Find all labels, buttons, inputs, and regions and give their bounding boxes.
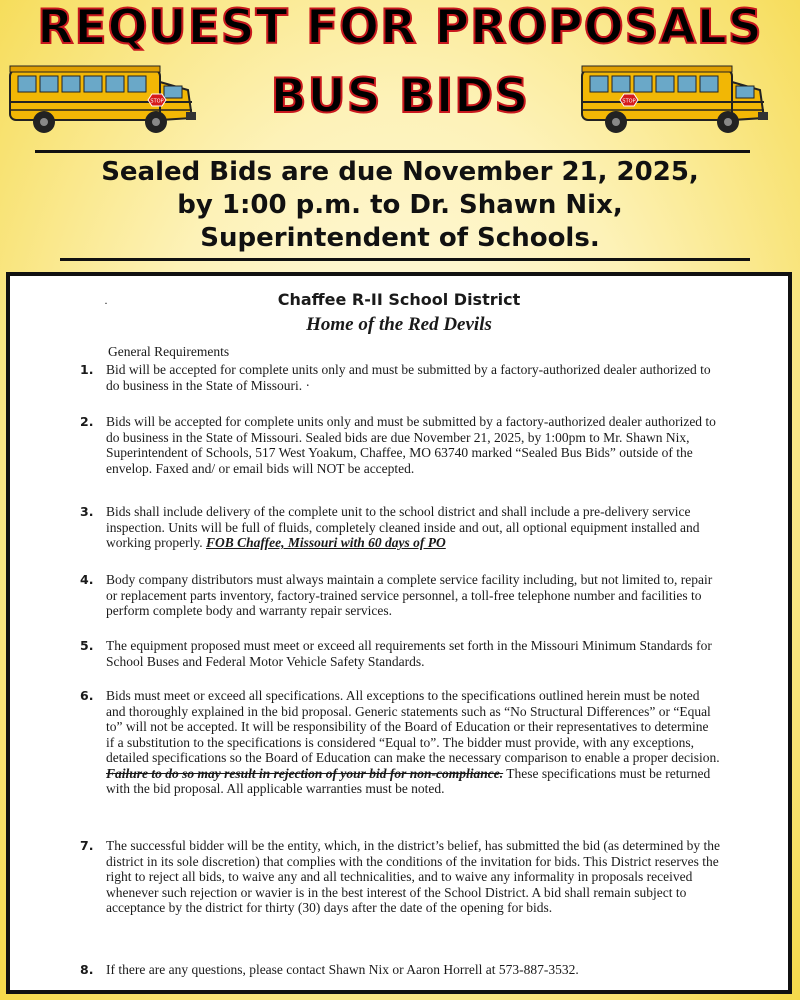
due-line: by 1:00 p.m. to Dr. Shawn Nix, xyxy=(177,190,623,220)
requirement-item xyxy=(80,962,720,978)
item-number: 6. xyxy=(80,688,94,703)
title-request-for-proposals: REQUEST FOR PROPOSALS xyxy=(37,0,763,55)
item-text: If there are any questions, please contact Shawn Nix or Aaron Horrell at 573-887-3532. xyxy=(106,962,579,977)
item-number: 4. xyxy=(80,572,94,587)
stop-sign-text: STOP xyxy=(150,98,164,105)
requirement-item xyxy=(80,362,720,393)
item-number: 5. xyxy=(80,638,94,653)
stray-dot: · xyxy=(104,296,108,310)
due-line: Superintendent of Schools. xyxy=(200,223,600,253)
item-text xyxy=(106,688,720,797)
fob-emphasis: FOB Chaffee, Missouri with 60 days of PO xyxy=(205,535,446,550)
item-text: Bid will be accepted for complete units only and must be submitted by a factory-authorized dealer authorized to do business in the State of Missouri. · xyxy=(106,362,711,393)
item-text: Bids will be accepted for complete units only and must be submitted by a factory-authorized dealer authorized to do business in the State of Missouri. Sealed bids are due November 21, 2025, by 1:00pm to Mr. Shawn Nix, Superintendent of Schools, 517 West Yoakum, Chaffee, MO 63740 marked “Sealed Bus Bids” outside of the envelop. Faxed and/ or email bids will NOT be accepted. xyxy=(106,414,716,476)
divider-top xyxy=(35,150,750,153)
requirement-item xyxy=(80,838,720,916)
due-line: Sealed Bids are due November 21, 2025, xyxy=(101,157,699,187)
item-text: The successful bidder will be the entity, which, in the district’s belief, has submitted the bid (as determined by the district in its sole discretion) that complies with the conditions of the invitation for bids. This District reserves the right to reject all bids, to waive any and all technicalities, and to waive any informality in proposals received whenever such rejection or wavier is in the best interest of the School District. A bid shall remain subject to acceptance by the district for thirty (30) days after the date of the opening for bids. xyxy=(106,838,720,915)
requirement-item xyxy=(80,504,720,551)
item-text: The equipment proposed must meet or exceed all requirements set forth in the Missouri Minimum Standards for School Buses and Federal Motor Vehicle Safety Standards. xyxy=(106,638,712,669)
requirement-item xyxy=(80,688,720,797)
item-number: 8. xyxy=(80,962,94,977)
item-text: Body company distributors must always maintain a complete service facility including, but not limited to, repair or replacement parts inventory, factory-trained service personnel, a toll-free telephone number and facilities to perform complete body and warranty repair services. xyxy=(106,572,713,618)
item-number: 3. xyxy=(80,504,94,519)
general-requirements-heading: General Requirements xyxy=(108,344,230,359)
scanned-document xyxy=(6,272,792,994)
rejection-emphasis: Failure to do so may result in rejection of your bid for non-compliance. xyxy=(106,765,504,781)
item-body: Bids must meet or exceed all specifications. All exceptions to the specifications outlined herein must be noted and thoroughly explained in the bid proposal. Generic statements such as “No Structural Differences” or “Equal to” will not be accepted. It will be responsibility of the Board of Education or their representatives to determine if a substitution to the specifications is considered “Equal to”. The bidder must provide, with any exceptions, detailed specifications so the Board of Education can make the necessary comparison to enable a proper decision. xyxy=(106,688,720,765)
district-name: Chaffee R-II School District xyxy=(277,290,521,309)
district-motto: Home of the Red Devils xyxy=(306,314,492,335)
due-notice xyxy=(0,156,800,255)
item-number: 7. xyxy=(80,838,94,853)
item-body: Bids shall include delivery of the complete unit to the school district and shall include a pre-delivery service inspection. Units will be full of fluids, completely cleaned inside and out, all optional equipment installed and working properly. xyxy=(106,504,700,550)
item-number: 2. xyxy=(80,414,94,429)
item-text xyxy=(106,504,720,551)
requirement-item xyxy=(80,572,720,619)
title-bus-bids: BUS BIDS xyxy=(270,69,530,124)
requirement-item xyxy=(80,414,720,476)
divider-bottom xyxy=(60,258,750,261)
requirement-item xyxy=(80,638,720,669)
item-tail: These specifications must be returned with the bid proposal. All applicable warranties must be noted. xyxy=(106,765,711,796)
stop-sign-text: STOP xyxy=(622,98,636,105)
item-number: 1. xyxy=(80,362,94,377)
